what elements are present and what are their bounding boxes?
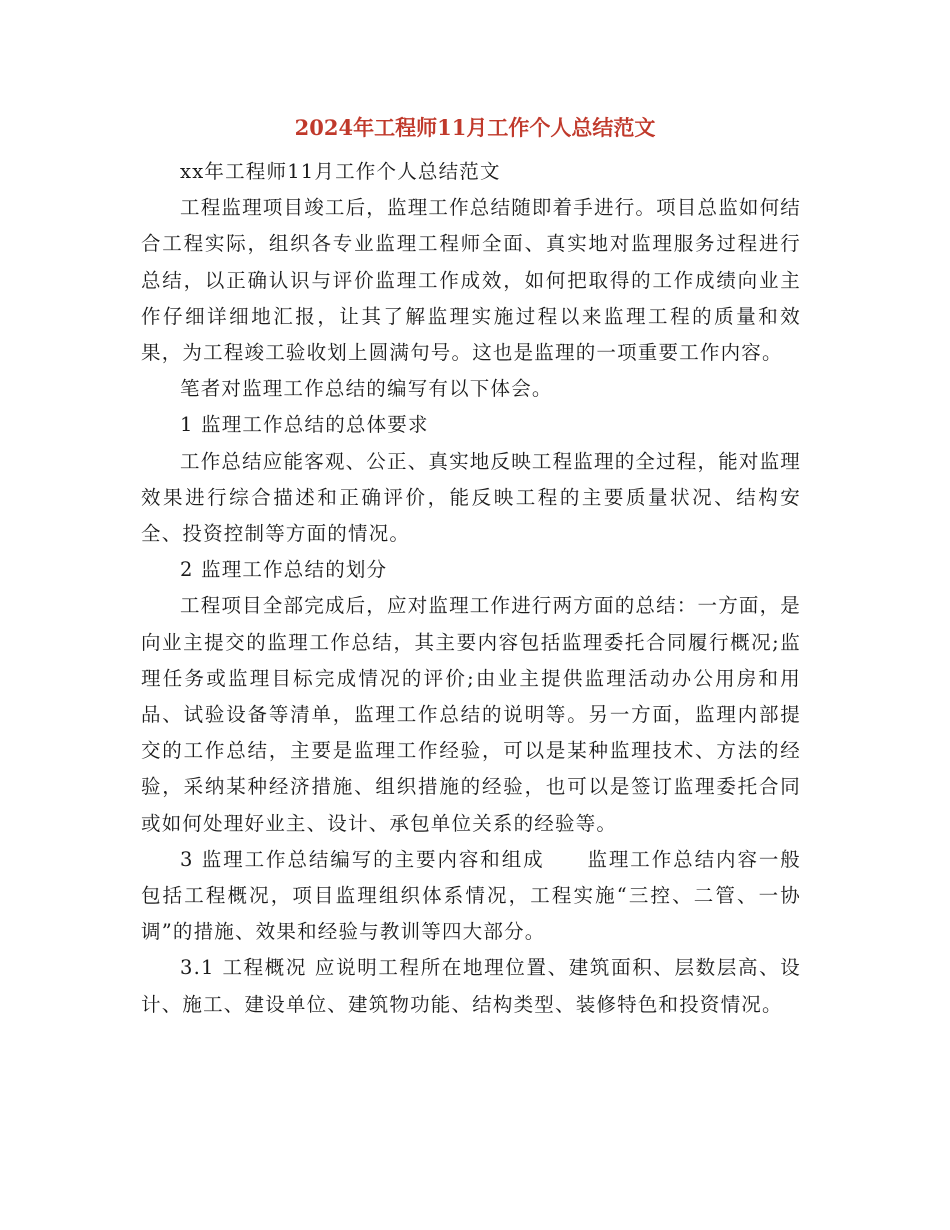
paragraph-section-3-1: 3.1 工程概况 应说明工程所在地理位置、建筑面积、层数层高、设计、施工、建设单位、建筑物功能、结构类型、装修特色和投资情况。 bbox=[141, 956, 801, 1016]
paragraph-section-1: 工作总结应能客观、公正、真实地反映工程监理的全过程，能对监理效果进行综合描述和正确评价，能反映工程的主要质量状况、结构安全、投资控制等方面的情况。 bbox=[141, 449, 802, 546]
section-heading-1: 1 监理工作总结的总体要求 bbox=[180, 413, 429, 437]
paragraph-intro: 工程监理项目竣工后，监理工作总结随即着手进行。项目总监如何结合工程实际，组织各专业监理工程师全面、真实地对监理服务过程进行总结，以正确认识与评价监理工作成效，如何把取得的工作成绩向业主作仔细详细地汇报，让其了解监理实施过程以来监理工程的质量和效果，为工程竣工验收划上圆满句号。这也是监理的一项重要工作内容。 bbox=[141, 196, 802, 365]
paragraph-subtitle: xx年工程师11月工作个人总结范文 bbox=[180, 160, 501, 183]
paragraph-section-2: 工程项目全部完成后，应对监理工作进行两方面的总结：一方面，是向业主提交的监理工作总结，其主要内容包括监理委托合同履行概况;监理任务或监理目标完成情况的评价;由业主提供监理活动办公用房和用品、试验设备等清单，监理工作总结的说明等。另一方面，监理内部提交的工作总结，主要是监理工作经验，可以是某种监理技术、方法的经验，采纳某种经济措施、组织措施的经验，也可以是签订监理委托合同或如何处理好业主、设计、承包单位关系的经验等。 bbox=[141, 594, 802, 835]
paragraph-section-3: 3 监理工作总结编写的主要内容和组成 监理工作总结内容一般包括工程概况，项目监理组织体系情况，工程实施“三控、二管、一协调”的措施、效果和经验与教训等四大部分。 bbox=[141, 847, 801, 944]
document-title: 2024年工程师11月工作个人总结范文 bbox=[294, 115, 656, 140]
document-body bbox=[141, 154, 801, 1023]
section-heading-2: 2 监理工作总结的划分 bbox=[180, 558, 388, 582]
paragraph-experience: 笔者对监理工作总结的编写有以下体会。 bbox=[180, 377, 553, 401]
